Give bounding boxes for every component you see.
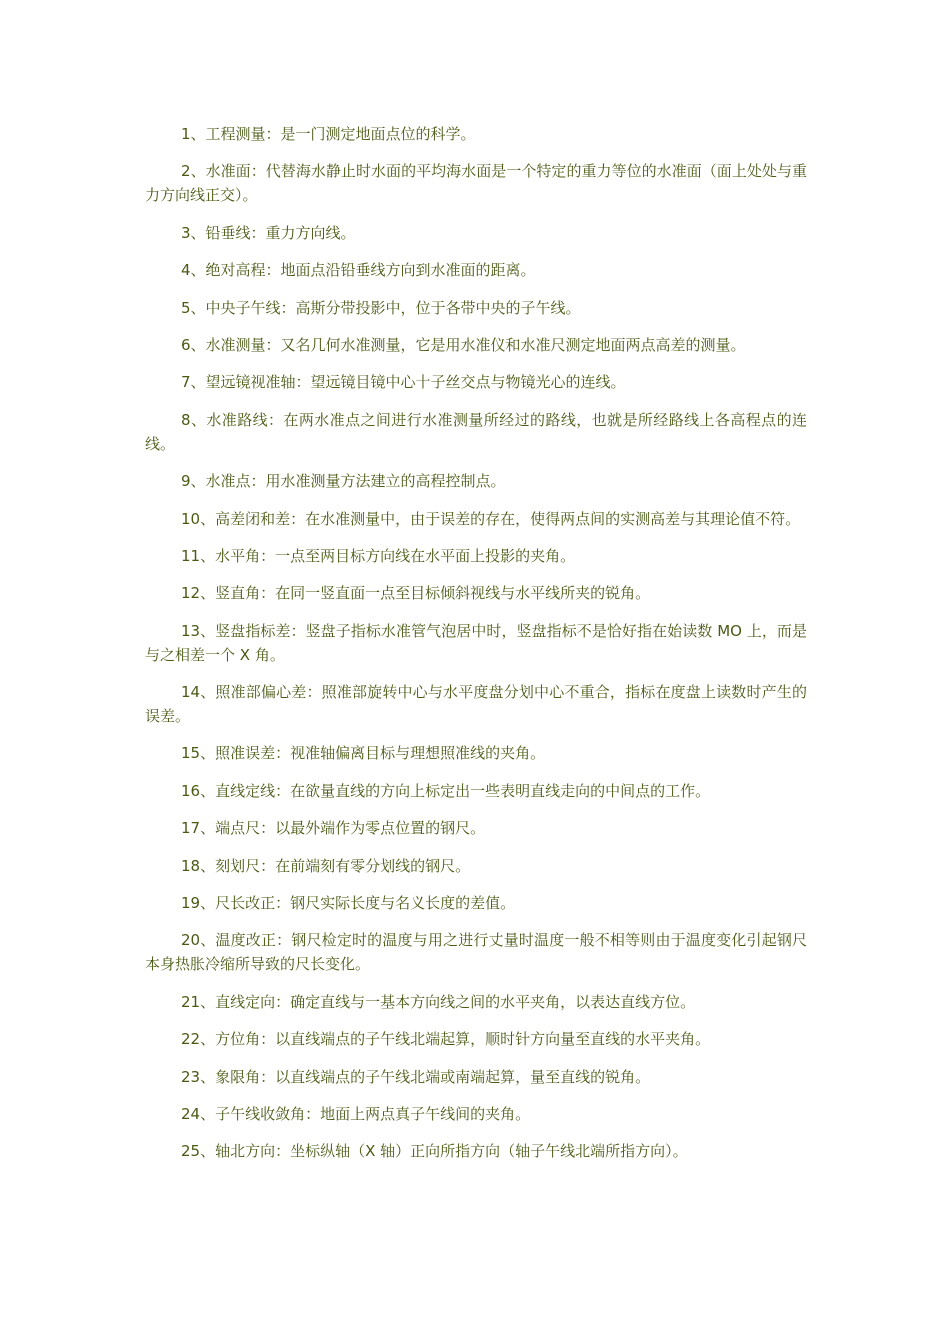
term-17: 17、端点尺：以最外端作为零点位置的钢尺。 [181,819,486,838]
term-19: 19、尺长改正：钢尺实际长度与名义长度的差值。 [181,894,516,913]
term-18: 18、刻划尺：在前端刻有零分划线的钢尺。 [181,856,471,875]
term-8: 8、水准路线：在两水准点之间进行水准测量所经过的路线，也就是所经路线上各高程点的连线。 [145,410,807,453]
term-5: 5、中央子午线：高斯分带投影中，位于各带中央的子午线。 [181,298,581,317]
term-3: 3、铅垂线：重力方向线。 [181,223,356,242]
term-9: 9、水准点：用水准测量方法建立的高程控制点。 [181,472,506,491]
term-23: 23、象限角：以直线端点的子午线北端或南端起算，量至直线的锐角。 [181,1067,651,1086]
term-24: 24、子午线收敛角：地面上两点真子午线间的夹角。 [181,1104,531,1123]
term-2: 2、水准面：代替海水静止时水面的平均海水面是一个特定的重力等位的水准面（面上处处与重力方向线正交）。 [145,162,807,205]
term-14: 14、照准部偏心差：照准部旋转中心与水平度盘分划中心不重合，指标在度盘上读数时产生的误差。 [145,683,807,726]
term-10: 10、高差闭和差：在水准测量中，由于误差的存在，使得两点间的实测高差与其理论值不符。 [181,509,801,528]
term-11: 11、水平角：一点至两目标方向线在水平面上投影的夹角。 [181,546,576,565]
term-21: 21、直线定向：确定直线与一基本方向线之间的水平夹角，以表达直线方位。 [181,992,696,1011]
term-7: 7、望远镜视准轴：望远镜目镜中心十子丝交点与物镜光心的连线。 [181,373,626,392]
term-6: 6、水准测量：又名几何水准测量，它是用水准仪和水准尺测定地面两点高差的测量。 [181,335,746,354]
term-13: 13、竖盘指标差：竖盘子指标水准管气泡居中时，竖盘指标不是恰好指在始读数 MO 上，而是与之相差一个 X 角。 [145,621,807,664]
term-22: 22、方位角：以直线端点的子午线北端起算，顺时针方向量至直线的水平夹角。 [181,1030,711,1049]
term-1: 1、工程测量：是一门测定地面点位的科学。 [181,125,476,143]
term-4: 4、绝对高程：地面点沿铅垂线方向到水准面的距离。 [181,261,536,280]
term-15: 15、照准误差：视准轴偏离目标与理想照准线的夹角。 [181,744,546,763]
term-20: 20、温度改正：钢尺检定时的温度与用之进行丈量时温度一般不相等则由于温度变化引起钢尺本身热胀冷缩所导致的尺长变化。 [145,931,807,974]
term-25: 25、轴北方向：坐标纵轴（X 轴）正向所指方向（轴子午线北端所指方向）。 [181,1142,688,1161]
term-12: 12、竖直角：在同一竖直面一点至目标倾斜视线与水平线所夹的锐角。 [181,584,651,603]
document-page [145,122,807,1177]
term-16: 16、直线定线：在欲量直线的方向上标定出一些表明直线走向的中间点的工作。 [181,781,711,800]
